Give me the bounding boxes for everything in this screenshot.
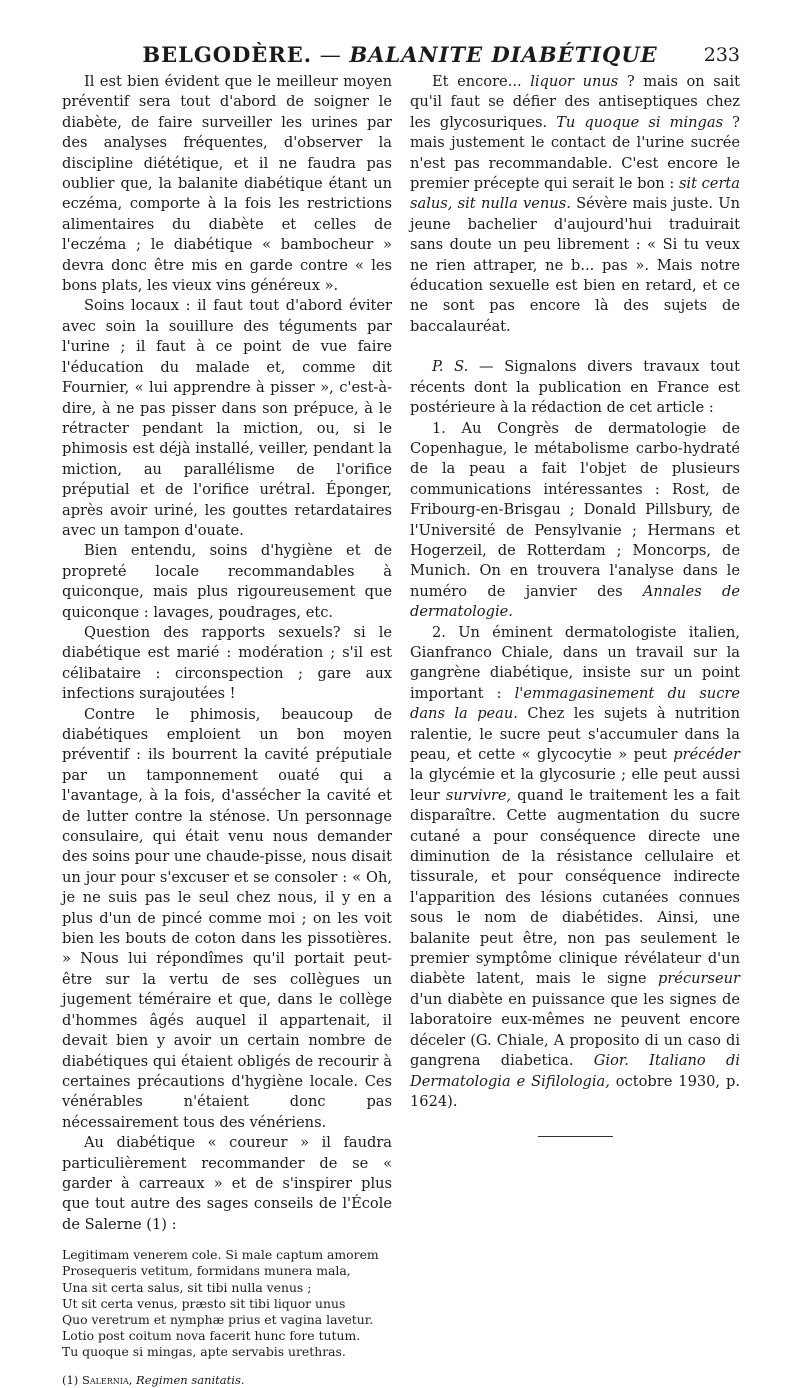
running-title-author: BELGODÈRE. <box>142 42 313 67</box>
paragraph: Question des rapports sexuels? si le diabétique est marié : modération ; s'il est célibataire : circonspection ; gare aux infections surajoutées ! <box>62 623 392 703</box>
italic-run: Tu quoque si mingas <box>556 113 724 131</box>
text-run: Chez les sujets à nutrition ralentie, le sucre peut s'accumuler dans la peau, et cette « glycocytie » peut <box>410 705 740 763</box>
paragraph <box>410 72 740 337</box>
footnote-work: Regimen sanitatis. <box>136 1372 245 1387</box>
text-run: Et encore... <box>432 73 531 90</box>
postscript-item-2 <box>410 623 740 1113</box>
paragraph: Bien entendu, soins d'hygiène et de propreté locale recommandables à quiconque, mais plus rigoureusement que quiconque : lavages, poudrages, etc. <box>62 542 392 621</box>
running-title <box>60 42 740 67</box>
paragraph: Il est bien évident que le meilleur moyen préventif sera tout d'abord de soigner le diabète, de faire surveiller les urines par des analyses fréquentes, d'observer la discipline diététique, et il ne faudra pas oublier que, la balanite diabétique étant un eczéma, comporte à la fois les restrictions alimentaires du diabète et celles de l'eczéma ; le diabétique « bambocheur » devra donc être mis en garde contre « les bons plats, les vieux vins généreux ». <box>62 73 392 295</box>
text-run: octobre 1930, p. 1624). <box>410 1072 740 1110</box>
footnote-mark: (1) <box>62 1372 82 1387</box>
verse-line: Tu quoque si mingas, apte servabis urethras. <box>62 1344 346 1360</box>
text-run: d'un diabète en puissance que les signes de laboratoire eux-mêmes ne peuvent encore déceler (G. Chiale, A proposito di un caso di gangrena diabetica. <box>410 990 740 1070</box>
italic-run: précéder <box>673 746 740 763</box>
left-column <box>62 72 392 1388</box>
italic-run: survivre, <box>445 786 512 804</box>
paragraph: Soins locaux : il faut tout d'abord éviter avec soin la souillure des téguments par l'urine ; il faut à ce point de vue faire l'éducation du malade et, comme dit Fournier, « lui apprendre à pisser », c'est-à-dire, à ne pas pisser dans son prépuce, à le rétracter pendant la miction, ou, si le phimosis est déjà installé, veiller, pendant la miction, au parallélisme de l'orifice préputial et de l'orifice urétral. Éponger, après avoir uriné, les gouttes retardataires avec un tampon d'ouate. <box>62 297 392 539</box>
paragraph: Au diabétique « coureur » il faudra particulièrement recommander de se « garder à carreaux » et de s'inspirer plus que tout autre des sages conseils de l'École de Salerne (1) : <box>62 1134 392 1233</box>
footnote-author: Salernia, <box>81 1372 133 1387</box>
postscript-item-1 <box>410 419 740 623</box>
italic-run: Annales de dermatologie. <box>410 582 740 621</box>
text-run: la glycémie et la glycosurie ; elle peut aussi leur <box>410 766 740 804</box>
verse-line: Legitimam venerem cole. Si male captum amorem <box>62 1247 379 1263</box>
text-run: 2. Un éminent dermatologiste italien, Gianfranco Chiale, dans un travail sur la gangrène diabétique, insiste sur un point important : <box>410 623 740 702</box>
verse-line: Quo veretrum et nymphæ prius et vagina lavetur. <box>62 1311 374 1327</box>
paragraph: Contre le phimosis, beaucoup de diabétiques emploient un bon moyen préventif : ils bourrent la cavité préputiale par un tamponnement ouaté qui a l'avantage, à la fois, d'assécher la cavité et de lutter contre la sténose. Un personnage consulaire, qui était venu nous demander des soins pour une chaude-pisse, nous disait un jour pour s'excuser et se consoler : « Oh, je ne suis pas le seul chez nous, il y en a plus d'un de pincé comme moi ; on les voit bien les bouts de coton dans les pissotières. » Nous lui répondîmes qu'il portait peut-être sur la vertu de ses collègues un jugement téméraire et que, dans le collège d'hommes âgés auquel il appartenait, il devait bien y avoir un certain nombre de diabétiques qui étaient obligés de recourir à certaines précautions d'hygiène locale. Ces vénérables n'étaient donc pas nécessairement tous des vénériens. <box>62 705 392 1131</box>
italic-run: liquor unus <box>530 73 619 90</box>
italic-run: précurseur <box>657 970 740 988</box>
text-run: Sévère mais juste. Un jeune bachelier d'aujourd'hui traduirait sans doute un peu librement : « Si tu veux ne rien attraper, ne b... pas ». Mais notre éducation sexuelle est bien en retard, et ce ne sont pas encore là des sujets de baccalauréat. <box>410 195 740 335</box>
end-rule <box>538 1136 613 1137</box>
spacer <box>410 337 740 357</box>
text-run: — Signalons divers travaux tout récents dont la publication en France est postérieure à la rédaction de cet article : <box>410 358 740 417</box>
text-run: 1. Au Congrès de dermatologie de Copenhague, le métabolisme carbo-hydraté de la peau a fait l'objet de plusieurs communications intéressantes : Rost, de Fribourg-en-Brisgau ; Donald Pillsbury, de l'Université de Pensylvanie ; Hermans et Hogerzeil, de Rotterdam ; Moncorps, de Munich. On en trouvera l'analyse dans le numéro de janvier des <box>410 419 740 600</box>
right-column <box>410 72 740 1137</box>
italic-run: Gior. Italiano di Dermatologia e Sifilologia, <box>410 1052 740 1090</box>
latin-verse-quote <box>62 1247 392 1360</box>
text-run: ? mais on sait qu'il faut se défier des antiseptiques chez les glycosuriques. <box>410 73 741 131</box>
postscript-intro <box>410 357 740 418</box>
italic-run: l'emmagasinement du sucre dans la peau. <box>410 684 740 723</box>
text-run: quand le traitement les a fait disparaître. Cette augmentation du sucre cutané a pour conséquence directe une diminution de la résistance cellulaire et tissurale, et pour conséquence indirecte l'apparition des lésions cutanées connues sous le nom de diabétides. Ainsi, une balanite peut être, non pas seulement le premier symptôme clinique révélateur d'un diabète latent, mais le signe <box>410 786 740 988</box>
page-number: 233 <box>703 44 740 66</box>
verse-line: Lotio post coitum nova facerit hunc fore tutum. <box>62 1328 361 1344</box>
text-run: ? mais justement le contact de l'urine sucrée n'est pas recommandable. C'est encore le premier précepte qui serait le bon : <box>410 113 740 193</box>
verse-line: Una sit certa salus, sit tibi nulla venus ; <box>62 1279 312 1295</box>
postscript-label: P. S. <box>432 358 469 376</box>
verse-line: Ut sit certa venus, præsto sit tibi liquor unus <box>62 1295 346 1311</box>
running-title-subject: BALANITE DIABÉTIQUE <box>349 42 658 67</box>
italic-run: sit certa salus, sit nulla venus. <box>410 175 740 213</box>
running-title-dash: — <box>312 43 350 67</box>
verse-line: Prosequeris vetitum, formidans munera mala, <box>62 1263 351 1279</box>
footnote <box>62 1373 392 1388</box>
